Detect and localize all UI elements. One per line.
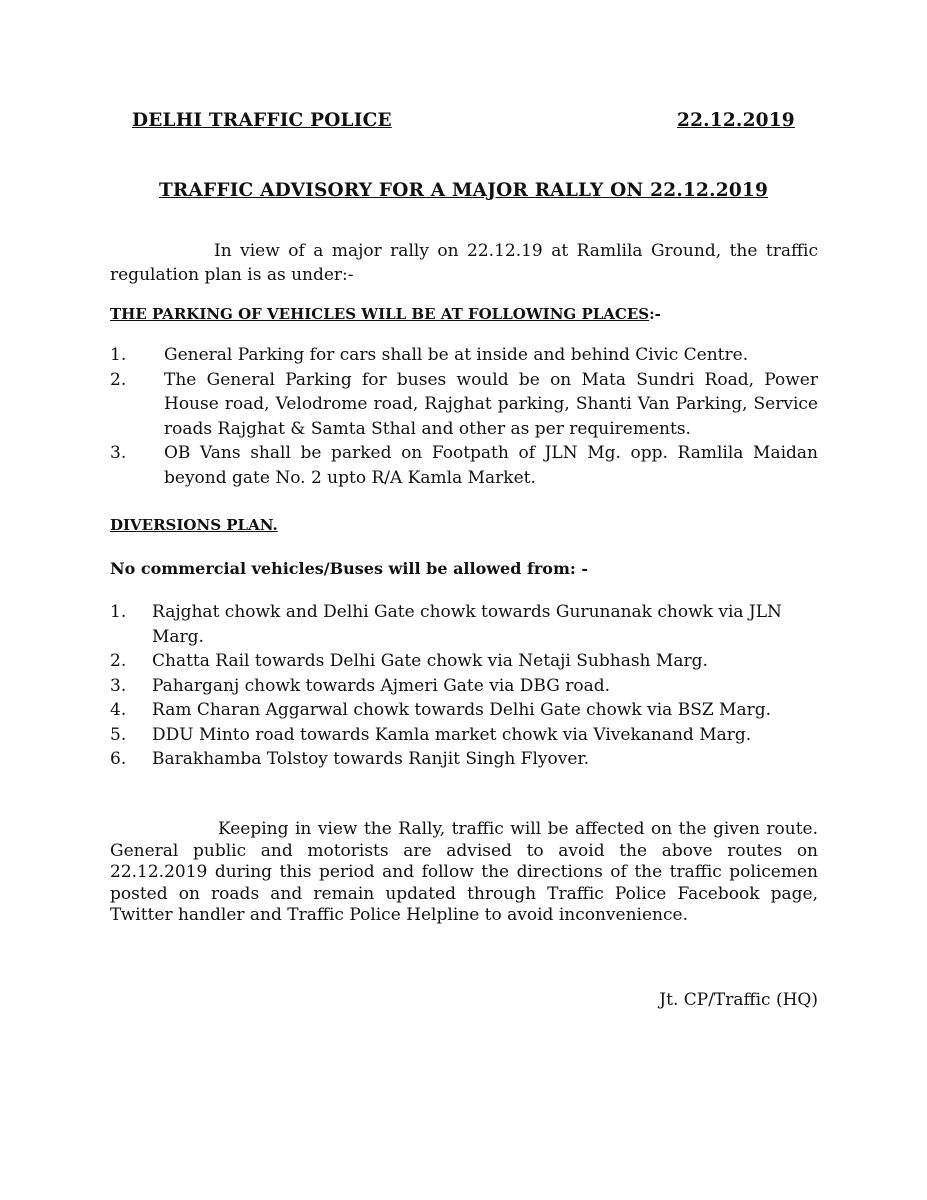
list-item-number: 2. [110, 651, 127, 671]
header-organization: DELHI TRAFFIC POLICE [132, 110, 392, 131]
list-item-text: Barakhamba Tolstoy towards Ranjit Singh Flyover. [152, 749, 590, 769]
intro-paragraph: In view of a major rally on 22.12.19 at Ramlila Ground, the traffic regulation plan is as under:- [110, 241, 818, 285]
list-item [110, 441, 818, 490]
parking-list [110, 343, 818, 490]
list-item-text: General Parking for cars shall be at inside and behind Civic Centre. [164, 345, 749, 365]
document-title [0, 180, 927, 201]
list-item [110, 747, 818, 772]
list-item-text: Ram Charan Aggarwal chowk towards Delhi Gate chowk via BSZ Marg. [152, 700, 772, 720]
list-item-number: 4. [110, 700, 127, 720]
diversions-heading: DIVERSIONS PLAN. [110, 516, 278, 534]
list-item [110, 698, 772, 723]
list-item-number: 2. [110, 369, 127, 390]
header-date: 22.12.2019 [677, 110, 795, 131]
parking-heading-text: THE PARKING OF VEHICLES WILL BE AT FOLLOWING PLACES [110, 305, 650, 323]
list-item-text: OB Vans shall be parked on Footpath of JLN Mg. opp. Ramlila Maidan beyond gate No. 2 upto R/A Kamla Market. [164, 443, 818, 488]
list-item-number: 5. [110, 724, 127, 745]
parking-heading [110, 305, 661, 323]
signature: Jt. CP/Traffic (HQ) [659, 990, 818, 1010]
list-item [110, 600, 818, 649]
list-item [110, 368, 818, 442]
diversions-list [110, 600, 818, 772]
list-item-text: Paharganj chowk towards Ajmeri Gate via DBG road. [152, 675, 611, 696]
parking-heading-suffix: :- [649, 305, 661, 323]
list-item-number: 6. [110, 749, 127, 769]
closing-paragraph: Keeping in view the Rally, traffic will be affected on the given route. General public and motorists are advised to avoid the above routes on 22.12.2019 during this period and follow the directions of the traffic policemen posted on roads and remain updated through Traffic Police Facebook page, Twitter handler and Traffic Police Helpline to avoid inconvenience. [110, 819, 818, 925]
list-item [110, 343, 818, 368]
list-item-number: 1. [110, 602, 127, 622]
list-item-text: Chatta Rail towards Delhi Gate chowk via Netaji Subhash Marg. [152, 651, 708, 671]
list-item [110, 723, 818, 748]
list-item [110, 649, 818, 674]
document-title-text: TRAFFIC ADVISORY FOR A MAJOR RALLY ON 22.12.2019 [158, 180, 769, 201]
list-item-number: 3. [110, 443, 127, 463]
list-item-number: 1. [110, 345, 127, 365]
list-item-number: 3. [110, 675, 127, 696]
list-item-text: DDU Minto road towards Kamla market chowk via Vivekanand Marg. [152, 724, 752, 745]
list-item [110, 674, 818, 699]
diversions-subheading: No commercial vehicles/Buses will be allowed from: - [110, 559, 588, 578]
list-item-text: Rajghat chowk and Delhi Gate chowk towards Gurunanak chowk via JLN Marg. [152, 602, 782, 647]
list-item-text: The General Parking for buses would be on Mata Sundri Road, Power House road, Velodrome road, Rajghat parking, Shanti Van Parking, Service roads Rajghat & Samta Sthal and other as per requirements. [164, 369, 818, 439]
